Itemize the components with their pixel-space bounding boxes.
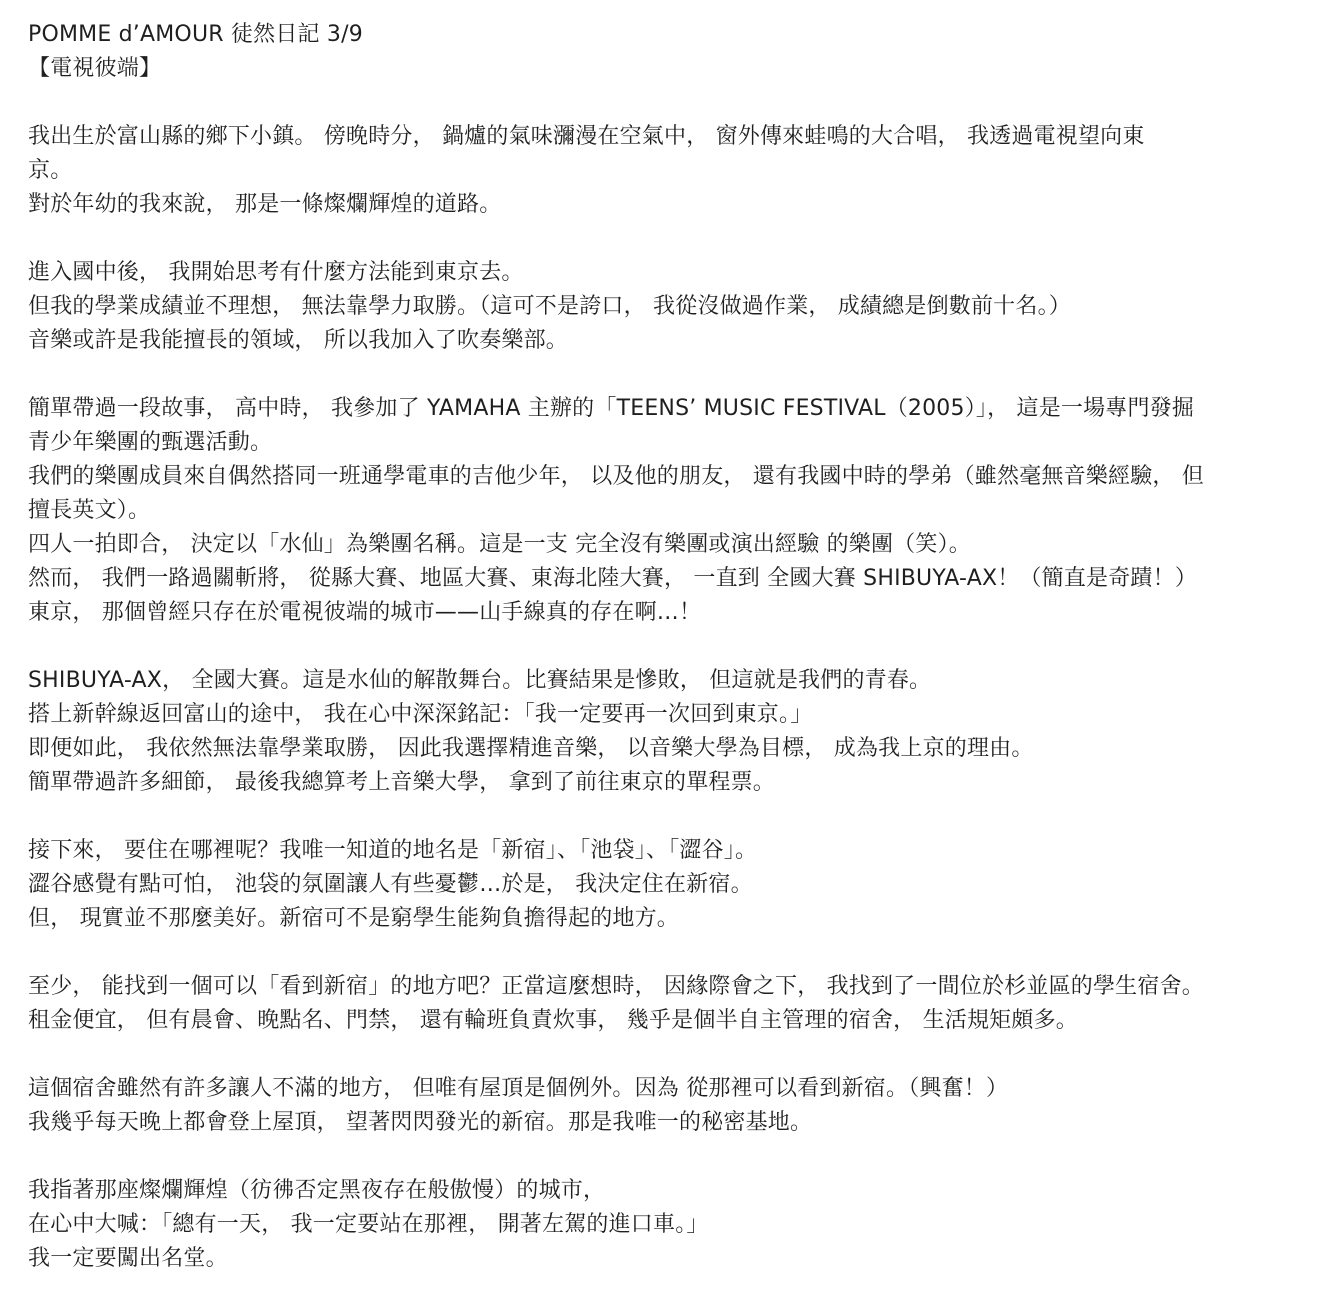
text-line: 然而， 我們一路過關斬將， 從縣大賽、地區大賽、東海北陸大賽， 一直到 全國大賽 SHIBUYA-AX！（簡直是奇蹟！）: [28, 566, 1198, 591]
text-line: 接下來， 要住在哪裡呢？我唯一知道的地名是「新宿」、「池袋」、「澀谷」。: [28, 838, 758, 863]
text-line: 我幾乎每天晚上都會登上屋頂， 望著閃閃發光的新宿。那是我唯一的秘密基地。: [28, 1110, 813, 1135]
document-body: [28, 18, 1290, 1276]
text-line: 簡單帶過一段故事， 高中時， 我參加了 YAMAHA 主辦的「TEENS’ MUSIC FESTIVAL（2005）」， 這是一場專門發掘: [28, 396, 1195, 421]
paragraph: [28, 392, 1290, 630]
text-line: 在心中大喊：「總有一天， 我一定要站在那裡， 開著左駕的進口車。」: [28, 1212, 709, 1237]
paragraph: [28, 256, 1290, 358]
paragraph-spacer: [28, 1140, 1290, 1174]
text-line: 簡單帶過許多細節， 最後我總算考上音樂大學， 拿到了前往東京的單程票。: [28, 770, 775, 795]
text-line: 我指著那座燦爛輝煌（彷彿否定黑夜存在般傲慢）的城市，: [28, 1178, 606, 1203]
paragraph-spacer: [28, 630, 1290, 664]
text-line: 至少， 能找到一個可以「看到新宿」的地方吧？正當這麼想時， 因緣際會之下， 我找到了一間位於杉並區的學生宿舍。: [28, 974, 1204, 999]
text-line: 青少年樂團的甄選活動。: [28, 430, 273, 455]
document-title: POMME d’AMOUR 徒然日記 3/9: [28, 22, 363, 47]
text-line: 澀谷感覺有點可怕， 池袋的氛圍讓人有些憂鬱…於是， 我決定住在新宿。: [28, 872, 753, 897]
section-heading: 【電視彼端】: [28, 56, 162, 81]
paragraph: [28, 120, 1290, 222]
text-line: 但我的學業成績並不理想， 無法靠學力取勝。（這可不是誇口， 我從沒做過作業， 成績總是倒數前十名。）: [28, 294, 1071, 319]
paragraph: [28, 1174, 1290, 1276]
text-line: 這個宿舍雖然有許多讓人不滿的地方， 但唯有屋頂是個例外。因為 從那裡可以看到新宿。（興奮！）: [28, 1076, 1009, 1101]
text-line: 租金便宜， 但有晨會、晚點名、門禁， 還有輪班負責炊事， 幾乎是個半自主管理的宿舍， 生活規矩頗多。: [28, 1008, 1078, 1033]
text-line: 我出生於富山縣的鄉下小鎮。 傍晚時分， 鍋爐的氣味瀰漫在空氣中， 窗外傳來蛙鳴的大合唱， 我透過電視望向東: [28, 124, 1145, 149]
text-line: 四人一拍即合， 決定以「水仙」為樂團名稱。這是一支 完全沒有樂團或演出經驗 的樂團（笑）。: [28, 532, 971, 557]
text-line: 音樂或許是我能擅長的領域， 所以我加入了吹奏樂部。: [28, 328, 568, 353]
text-line: 京。: [28, 158, 73, 183]
text-line: 我們的樂團成員來自偶然搭同一班通學電車的吉他少年， 以及他的朋友， 還有我國中時的學弟（雖然毫無音樂經驗， 但: [28, 464, 1204, 489]
paragraph: [28, 1072, 1290, 1140]
paragraph: [28, 970, 1290, 1038]
paragraph: [28, 834, 1290, 936]
text-line: SHIBUYA-AX， 全國大賽。這是水仙的解散舞台。比賽結果是慘敗， 但這就是我們的青春。: [28, 668, 932, 693]
text-line: 擅長英文）。: [28, 498, 151, 523]
text-line: 即便如此， 我依然無法靠學業取勝， 因此我選擇精進音樂， 以音樂大學為目標， 成為我上京的理由。: [28, 736, 1034, 761]
paragraph-spacer: [28, 86, 1290, 120]
paragraph-spacer: [28, 358, 1290, 392]
paragraph: [28, 664, 1290, 800]
text-line: 進入國中後， 我開始思考有什麼方法能到東京去。: [28, 260, 524, 285]
text-line: 東京， 那個曾經只存在於電視彼端的城市——山手線真的存在啊…！: [28, 600, 702, 625]
paragraph-spacer: [28, 222, 1290, 256]
paragraph-spacer: [28, 800, 1290, 834]
text-line: 但， 現實並不那麼美好。新宿可不是窮學生能夠負擔得起的地方。: [28, 906, 679, 931]
paragraph-spacer: [28, 936, 1290, 970]
text-line: 對於年幼的我來說， 那是一條燦爛輝煌的道路。: [28, 192, 502, 217]
paragraph-spacer: [28, 1038, 1290, 1072]
text-line: 我一定要闖出名堂。: [28, 1246, 228, 1271]
text-line: 搭上新幹線返回富山的途中， 我在心中深深銘記：「我一定要再一次回到東京。」: [28, 702, 813, 727]
